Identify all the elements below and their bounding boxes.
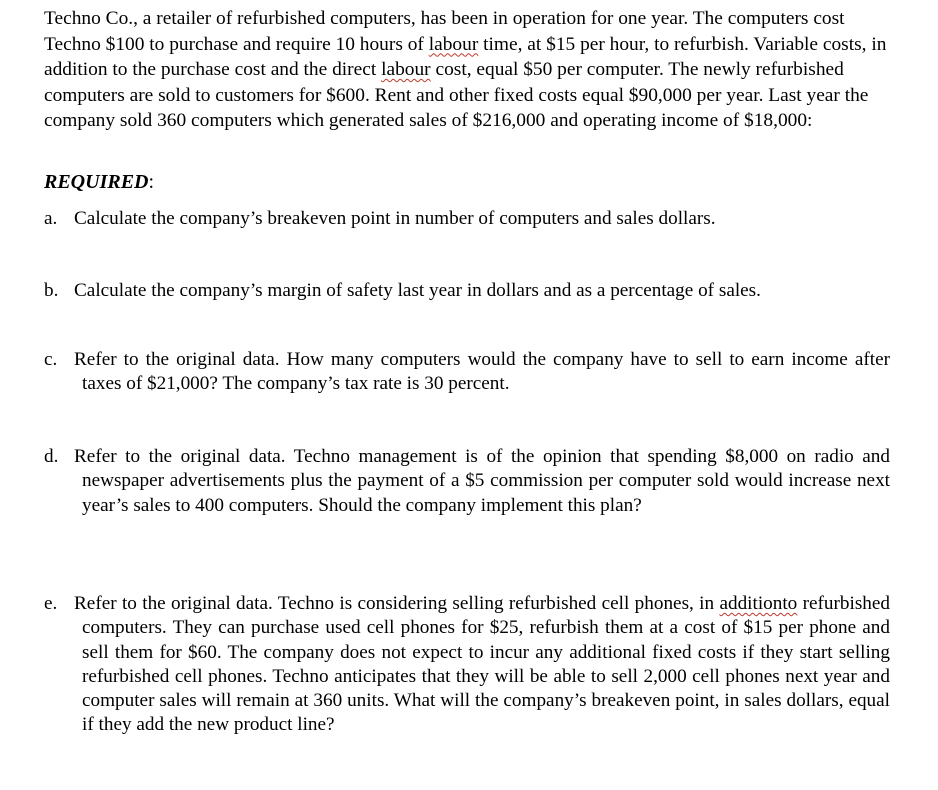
- question-b: [44, 279, 890, 303]
- question-b-letter: b.: [44, 280, 59, 301]
- intro-text-part3: cost, equal $50 per computer. The newly refurbished computers are sold to customers for $600. Rent and other fixed costs equal $90,000 per year. Last year the company sold 360 computers which generated sales of $216,000 and operating income of $18,000:: [44, 59, 869, 132]
- spellcheck-word-additionto[interactable]: additionto: [719, 593, 798, 614]
- question-a-text: Calculate the company’s breakeven point in number of computers and sales dollars.: [74, 208, 716, 229]
- intro-text-part1: Techno Co., a retailer of refurbished computers, has been in operation for one year. The computers cost Techno $100 to purchase and require 10 hours of: [44, 8, 845, 55]
- document-page: [44, 6, 891, 736]
- question-c-letter: c.: [44, 349, 58, 370]
- question-d: [44, 445, 890, 518]
- question-d-letter: d.: [44, 446, 59, 467]
- spellcheck-word-labour-1[interactable]: labour: [428, 33, 479, 55]
- required-heading: [44, 169, 154, 195]
- question-e-text-part1: Refer to the original data. Techno is considering selling refurbished cell phones, in: [74, 593, 720, 614]
- required-colon: :: [148, 171, 155, 193]
- question-b-text: Calculate the company’s margin of safety last year in dollars and as a percentage of sales.: [74, 280, 761, 301]
- required-label: REQUIRED: [44, 171, 149, 193]
- spellcheck-word-labour-2[interactable]: labour: [381, 59, 431, 81]
- question-c: [44, 348, 890, 397]
- question-e-letter: e.: [44, 593, 58, 614]
- question-e-text-part2: refurbished computers. They can purchase used cell phones for $25, refurbish them at a cost of $15 per phone and sell them for $60. The company does not expect to incur any additional fixed costs if they start selling refurbished cell phones. Techno anticipates that they will be able to sell 2,000 cell phones next year and computer sales will remain at 360 units. What will the company’s breakeven point, in sales dollars, equal if they add the new product line?: [82, 593, 891, 736]
- question-a: [44, 207, 890, 231]
- intro-text-part2: time, at $15 per hour, to refurbish. Variable costs, in addition to the purchase cost and the direct: [44, 33, 887, 81]
- question-d-text: Refer to the original data. Techno management is of the opinion that spending $8,000 on radio and newspaper advertisements plus the payment of a $5 commission per computer sold would increase next year’s sales to 400 computers. Should the company implement this plan?: [74, 446, 890, 516]
- question-e: [44, 592, 890, 738]
- question-c-text: Refer to the original data. How many computers would the company have to sell to earn income after taxes of $21,000? The company’s tax rate is 30 percent.: [74, 349, 890, 395]
- problem-intro-paragraph: [44, 6, 890, 134]
- question-a-letter: a.: [44, 208, 58, 229]
